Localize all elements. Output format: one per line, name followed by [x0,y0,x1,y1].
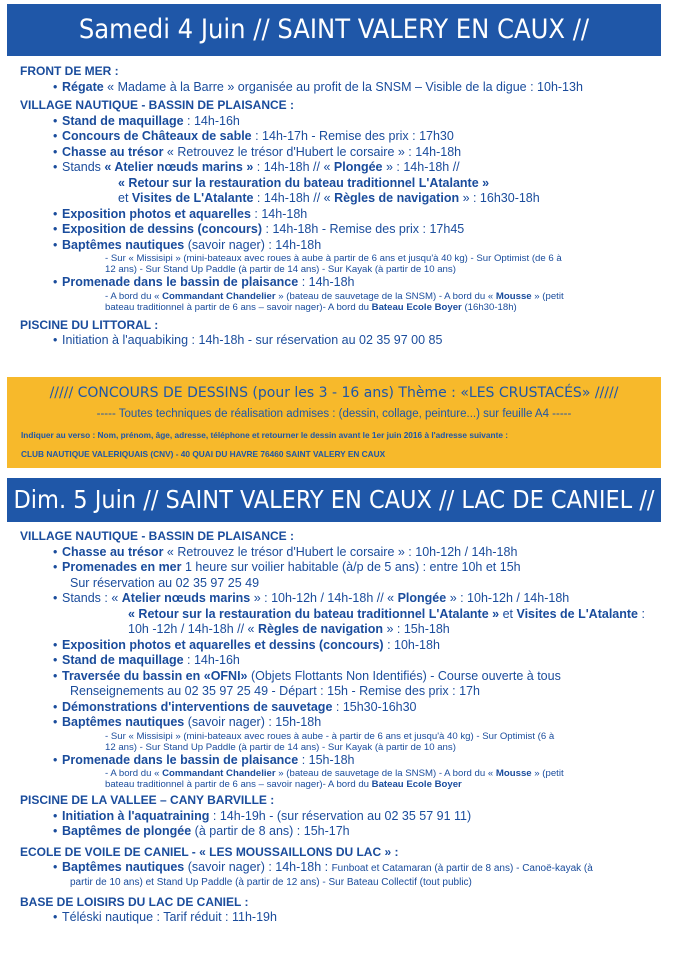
list-item: • Téléski nautique : Tarif réduit : 11h-19h [20,910,670,926]
list-item: • Stands : « Atelier nœuds marins » : 10h-12h / 14h-18h // « Plongée » : 10h-12h / 14h-18h [20,591,670,607]
list-item: • Stands « Atelier nœuds marins » : 14h-18h // « Plongée » : 14h-18h // [20,160,670,176]
contest-address: CLUB NAUTIQUE VALERIQUAIS (CNV) - 40 QUAI DU HAVRE 76460 SAINT VALERY EN CAUX [21,449,386,459]
list-item: • Promenade dans le bassin de plaisance : 15h-18h [20,753,670,769]
list-item: • Stand de maquillage : 14h-16h [20,114,670,130]
list-item-detail: - Sur « Missisipi » (mini-bateaux avec roues à aube à partir de 6 ans et jusqu'à 40 kg) - Sur Optimist (de 6 à [105,253,562,264]
banner-saturday-title: Samedi 4 Juin // SAINT VALERY EN CAUX // [78,14,590,45]
sunday-program [20,529,670,926]
list-item-detail: - Sur « Missisipi » (mini-bateaux avec roues à aube - à partir de 6 ans et jusqu'à 40 kg) - Sur Optimist (6 à [105,730,555,742]
list-item: • Exposition photos et aquarelles et dessins (concours) : 10h-18h [20,638,670,654]
list-item-detail: bateau traditionnel à partir de 6 ans – savoir nager)- A bord du Bateau Ecole Boyer (16h30-18h) [105,301,517,313]
section-heading: ECOLE DE VOILE DE CANIEL - « LES MOUSSAILLONS DU LAC » : [20,844,399,859]
section-heading: FRONT DE MER : [20,64,119,78]
section-heading: BASE DE LOISIRS DU LAC DE CANIEL : [20,894,249,909]
list-item: • Démonstrations d'interventions de sauvetage : 15h30-16h30 [20,700,670,716]
contest-title: ///// CONCOURS DE DESSINS (pour les 3 - 16 ans) Thème : «LES CRUSTACÉS» ///// [49,385,619,401]
section-heading: PISCINE DE LA VALLEE – CANY BARVILLE : [20,793,275,807]
list-item: • Initiation à l'aquatraining : 14h-19h - (sur réservation au 02 35 57 91 11) [20,809,670,825]
list-item: • Initiation à l'aquabiking : 14h-18h - sur réservation au 02 35 97 00 85 [20,333,670,349]
list-item-detail: - A bord du « Commandant Chandelier » (bateau de sauvetage de la SNSM) - A bord du « Mousse » (petit [105,768,564,779]
list-item: • Baptêmes de plongée (à partir de 8 ans) : 15h-17h [20,824,670,840]
list-item-detail: 12 ans) - Sur Stand Up Paddle (à partir de 14 ans) - Sur Kayak (à partir de 10 ans) [105,264,456,275]
list-item: • Baptêmes nautiques (savoir nager) : 15h-18h [20,715,670,731]
list-item: • Exposition photos et aquarelles : 14h-18h [20,207,670,223]
section-heading: VILLAGE NAUTIQUE - BASSIN DE PLAISANCE : [20,98,295,112]
list-item-continued: « Retour sur la restauration du bateau traditionnel L'Atalante » [118,175,490,190]
list-item: • Stand de maquillage : 14h-16h [20,653,670,669]
contest-instructions: Indiquer au verso : Nom, prénom, âge, adresse, téléphone et retourner le dessin avant le 1er juin 2016 à l'adresse suivante : [21,430,509,440]
list-item-continued: Renseignements au 02 35 97 25 49 - Départ : 15h - Remise des prix : 17h [70,684,480,698]
list-item: • Chasse au trésor « Retrouvez le trésor d'Hubert le corsaire » : 14h-18h [20,145,670,161]
drawing-contest-box [7,377,661,468]
list-item: • Traversée du bassin en «OFNI» (Objets Flottants Non Identifiés) - Course ouverte à tous [20,669,670,685]
list-item: • Régate « Madame à la Barre » organisée au profit de la SNSM – Visible de la digue : 10h-13h [20,80,670,96]
banner-sunday-title: Dim. 5 Juin // SAINT VALERY EN CAUX // LAC DE CANIEL // [13,485,655,514]
list-item-detail: partir de 10 ans) et Stand Up Paddle (à partir de 12 ans) - Sur Bateau Collectif (tout public) [70,876,472,888]
section-heading: PISCINE DU LITTORAL : [20,317,159,332]
list-item: • Promenades en mer 1 heure sur voilier habitable (à/p de 5 ans) : entre 10h et 15h [20,560,670,576]
section-heading: VILLAGE NAUTIQUE - BASSIN DE PLAISANCE : [20,529,295,543]
list-item-detail: - A bord du « Commandant Chandelier » (bateau de sauvetage de la SNSM) - A bord du « Mousse » (petit [105,290,564,302]
banner-sunday [7,478,661,522]
list-item: • Baptêmes nautiques (savoir nager) : 14h-18h : Funboat et Catamaran (à partir de 8 ans) - Canoë-kayak (à [20,860,670,877]
list-item: • Concours de Châteaux de sable : 14h-17h - Remise des prix : 17h30 [20,129,670,145]
banner-saturday [7,4,661,56]
list-item-continued: et Visites de L'Atalante : 14h-18h // « Règles de navigation » : 16h30-18h [118,191,540,205]
list-item-continued: 10h -12h / 14h-18h // « Règles de navigation » : 15h-18h [128,622,450,636]
list-item-continued: Sur réservation au 02 35 97 25 49 [70,575,260,590]
list-item-detail: bateau traditionnel à partir de 6 ans – savoir nager)- A bord du Bateau Ecole Boyer [105,779,462,790]
list-item: • Exposition de dessins (concours) : 14h-18h - Remise des prix : 17h45 [20,222,670,238]
list-item-continued: « Retour sur la restauration du bateau traditionnel L'Atalante » et Visites de L'Atalante : [128,606,645,621]
list-item: • Promenade dans le bassin de plaisance : 14h-18h [20,275,670,291]
list-item: • Baptêmes nautiques (savoir nager) : 14h-18h [20,238,670,254]
contest-techniques: ----- Toutes techniques de réalisation admises : (dessin, collage, peinture...) sur feuille A4 ----- [96,408,572,420]
list-item: • Chasse au trésor « Retrouvez le trésor d'Hubert le corsaire » : 10h-12h / 14h-18h [20,545,670,561]
saturday-program [20,64,670,349]
list-item-detail: 12 ans) - Sur Stand Up Paddle (à partir de 14 ans) - Sur Kayak (à partir de 10 ans) [105,741,456,753]
